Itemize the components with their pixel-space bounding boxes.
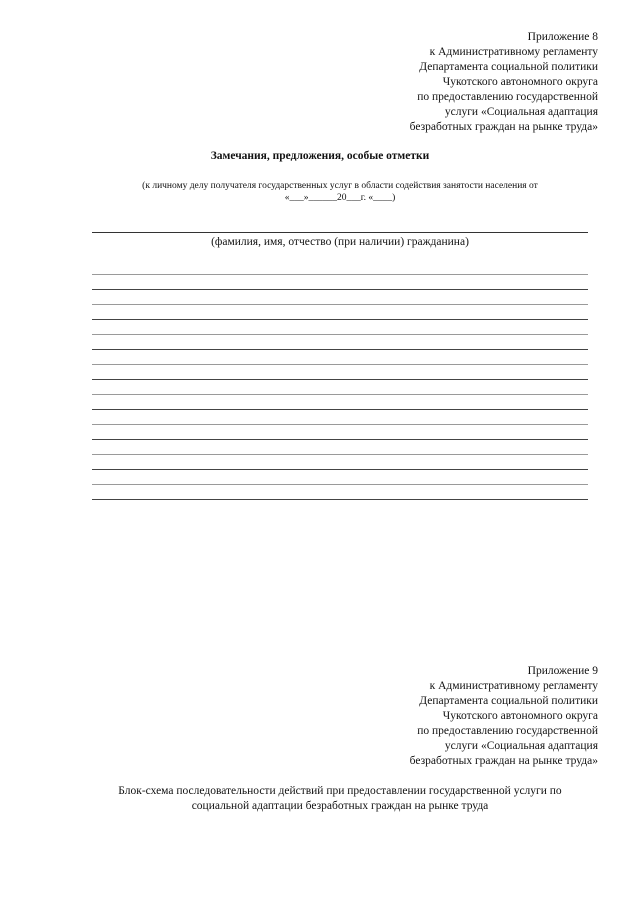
remarks-line (92, 380, 588, 395)
remarks-line (92, 350, 588, 365)
annex-9-line: Чукотского автономного округа (442, 710, 598, 722)
remarks-title: Замечания, предложения, особые отметки (210, 150, 430, 162)
flowchart-title-line-2: социальной адаптации безработных граждан на рынке труда (191, 800, 489, 812)
annex-8-line: к Административному регламенту (429, 46, 598, 58)
remarks-line (92, 290, 588, 305)
annex-9-line: к Административному регламенту (429, 680, 598, 692)
remarks-line (92, 410, 588, 425)
flowchart-title-line-1: Блок-схема последовательности действий при предоставлении государственной услуги по (118, 785, 562, 797)
remarks-line (92, 260, 588, 275)
annex-8-header (298, 30, 598, 135)
name-underline (92, 232, 588, 233)
annex-8-line: услуги «Социальная адаптация (444, 106, 598, 118)
flowchart-title (60, 784, 620, 814)
annex-8-title: Приложение 8 (527, 31, 598, 43)
annex-9-line: услуги «Социальная адаптация (444, 740, 598, 752)
remarks-line (92, 275, 588, 290)
remarks-line (92, 425, 588, 440)
annex-9-line: Департамента социальной политики (419, 695, 598, 707)
remarks-line (92, 365, 588, 380)
remarks-subtitle-line-1: (к личному делу получателя государственных услуг в области содействия занятости населения от (142, 181, 538, 191)
remarks-subtitle-line-2: «___»______20___г. «____) (284, 193, 396, 203)
remarks-lines (92, 260, 588, 500)
remarks-line (92, 395, 588, 410)
annex-9-line: безработных граждан на рынке труда» (409, 755, 598, 767)
remarks-line (92, 440, 588, 455)
remarks-line (92, 470, 588, 485)
remarks-line (92, 320, 588, 335)
remarks-subtitle (60, 180, 620, 204)
annex-9-title: Приложение 9 (527, 665, 598, 677)
remarks-line (92, 335, 588, 350)
annex-8-line: безработных граждан на рынке труда» (409, 121, 598, 133)
remarks-line (92, 305, 588, 320)
annex-9-header (298, 664, 598, 769)
citizen-name-caption: (фамилия, имя, отчество (при наличии) гражданина) (211, 236, 469, 248)
annex-9-line: по предоставлению государственной (417, 725, 598, 737)
annex-8-line: по предоставлению государственной (417, 91, 598, 103)
annex-8-line: Чукотского автономного округа (442, 76, 598, 88)
remarks-line (92, 485, 588, 500)
annex-8-line: Департамента социальной политики (419, 61, 598, 73)
remarks-line (92, 455, 588, 470)
